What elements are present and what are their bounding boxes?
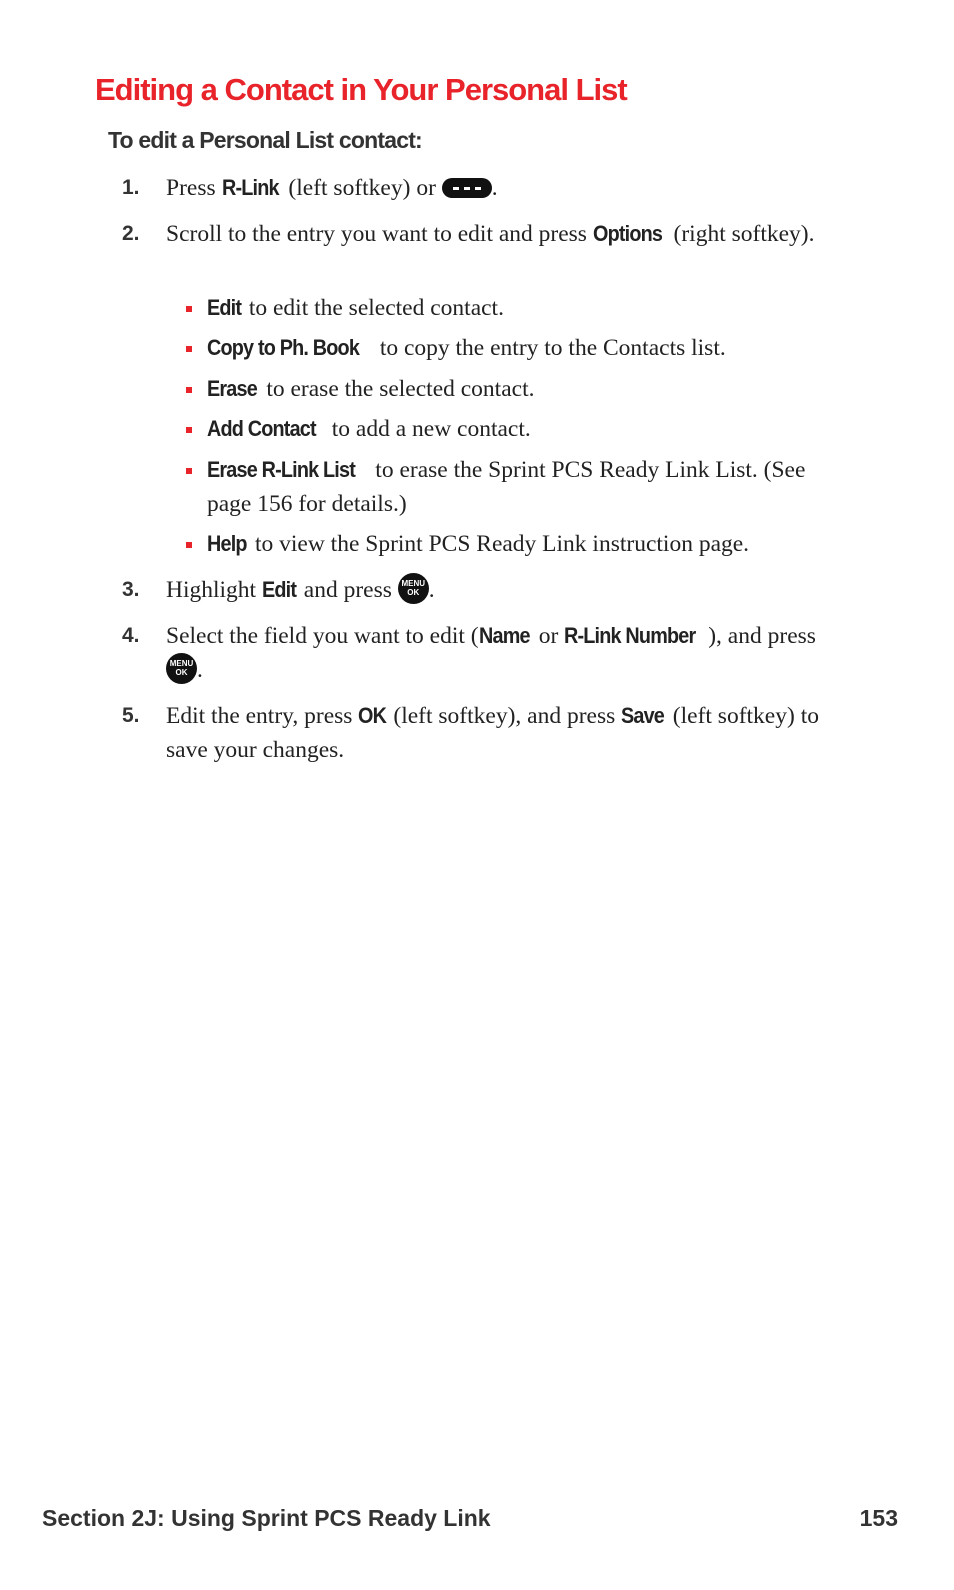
option-item bbox=[207, 412, 847, 446]
step-text: ), and press bbox=[708, 623, 816, 649]
step-text: . bbox=[428, 577, 435, 603]
keyword-options: Options bbox=[592, 221, 662, 246]
step-text: Scroll to the entry you want to edit and press bbox=[166, 221, 593, 247]
option-item bbox=[207, 527, 847, 561]
option-text: to erase the Sprint PCS Ready Link List. (See page 156 for details.) bbox=[207, 457, 806, 517]
keyword-name: Name bbox=[478, 623, 530, 648]
step-5 bbox=[122, 699, 836, 767]
procedure-intro: To edit a Personal List contact: bbox=[108, 127, 422, 153]
step-number: 2. bbox=[122, 222, 140, 245]
step-4 bbox=[122, 619, 836, 687]
keyword-r-link: R-Link bbox=[221, 175, 279, 200]
bullet-square-icon bbox=[186, 346, 192, 352]
option-keyword: Add Contact bbox=[207, 416, 316, 441]
keyword-edit: Edit bbox=[261, 577, 297, 602]
option-keyword: Copy to Ph. Book bbox=[207, 335, 360, 360]
step-text: (left softkey), and press bbox=[387, 703, 622, 729]
bullet-square-icon bbox=[186, 387, 192, 393]
option-item bbox=[207, 453, 847, 521]
step-text: . bbox=[197, 657, 203, 683]
step-number: 5. bbox=[122, 704, 140, 727]
step-number: 3. bbox=[122, 578, 140, 601]
step-text: or bbox=[532, 623, 565, 649]
option-keyword: Erase bbox=[207, 376, 257, 401]
footer-section-title: Section 2J: Using Sprint PCS Ready Link bbox=[42, 1505, 491, 1531]
option-item bbox=[207, 291, 847, 325]
footer-page-number: 153 bbox=[859, 1505, 898, 1531]
step-text: Press bbox=[166, 175, 222, 201]
step-text: (left softkey) to save your changes. bbox=[166, 703, 819, 763]
step-text: (right softkey). bbox=[667, 221, 815, 247]
keyword-r-link-number: R-Link Number bbox=[564, 623, 696, 648]
keyword-save: Save bbox=[621, 703, 665, 728]
option-text: to edit the selected contact. bbox=[242, 295, 504, 321]
option-text: to copy the entry to the Contacts list. bbox=[373, 335, 726, 361]
option-text: to view the Sprint PCS Ready Link instruction page. bbox=[249, 531, 750, 557]
step-text: (left softkey) or bbox=[282, 175, 442, 201]
bullet-square-icon bbox=[186, 468, 192, 474]
option-text: to erase the selected contact. bbox=[260, 376, 535, 402]
step-number: 1. bbox=[122, 176, 140, 199]
step-3 bbox=[122, 573, 836, 607]
bullet-square-icon bbox=[186, 306, 192, 312]
bullet-square-icon bbox=[186, 542, 192, 548]
step-1 bbox=[122, 171, 836, 205]
option-item bbox=[207, 372, 847, 406]
option-item bbox=[207, 331, 847, 365]
page-title: Editing a Contact in Your Personal List bbox=[95, 72, 627, 107]
option-keyword: Edit bbox=[207, 295, 242, 320]
option-keyword: Help bbox=[207, 531, 247, 556]
step-2 bbox=[122, 217, 836, 251]
step-text: . bbox=[491, 175, 498, 201]
step-text: and press bbox=[297, 577, 398, 603]
step-number: 4. bbox=[122, 624, 140, 647]
softkey-dots-icon bbox=[442, 178, 492, 198]
step-text: Highlight bbox=[166, 577, 262, 603]
option-text: to add a new contact. bbox=[325, 416, 531, 442]
menu-ok-key-icon: MENU OK bbox=[398, 573, 429, 604]
keyword-ok: OK bbox=[358, 703, 387, 728]
menu-ok-key-icon: MENU OK bbox=[166, 653, 197, 684]
option-keyword: Erase R-Link List bbox=[207, 457, 355, 482]
step-text: Select the field you want to edit ( bbox=[166, 623, 479, 649]
step-text: Edit the entry, press bbox=[166, 703, 359, 729]
bullet-square-icon bbox=[186, 427, 192, 433]
